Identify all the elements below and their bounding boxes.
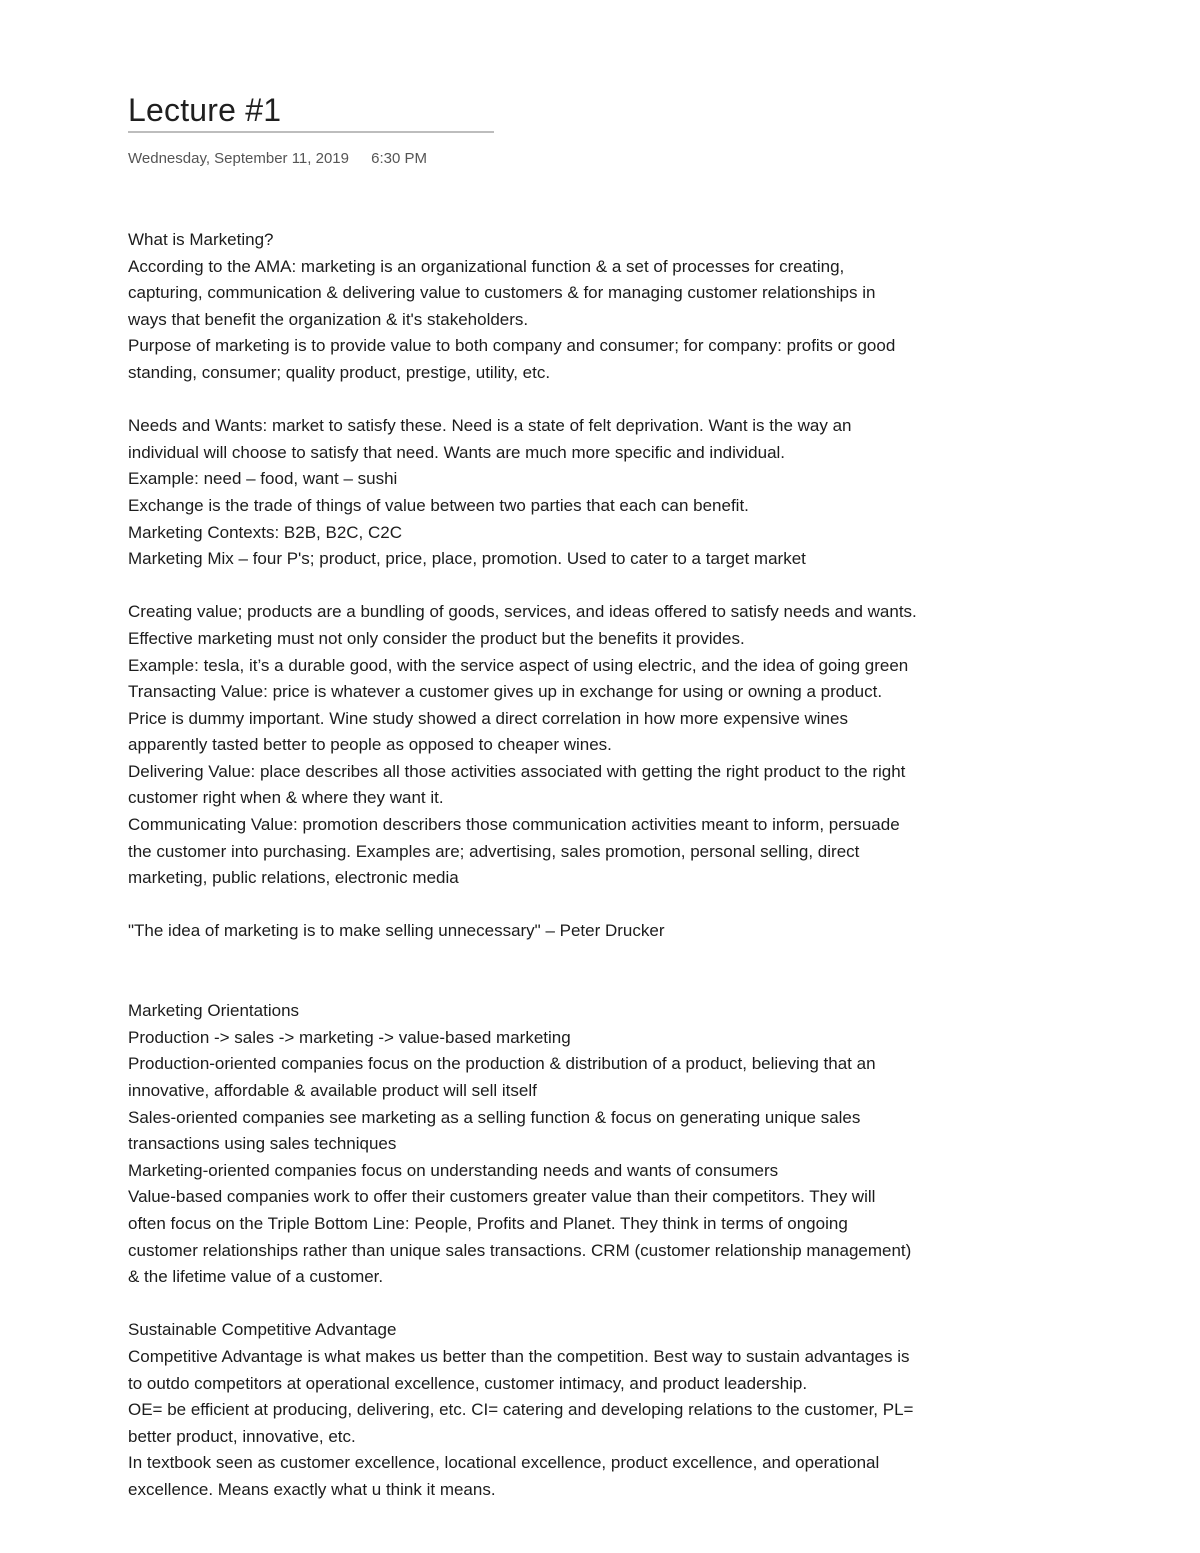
page-title: Lecture #1	[128, 92, 282, 128]
text-line: individual will choose to satisfy that need. Wants are much more specific and individual.	[128, 442, 786, 462]
page-time: 6:30 PM	[371, 150, 428, 167]
text-line: Delivering Value: place describes all those activities associated with getting the right product to the right	[128, 761, 906, 781]
text-line: customer right when & where they want it.	[128, 788, 444, 808]
text-line: Marketing Mix – four P's; product, price, place, promotion. Used to cater to a target market	[128, 549, 806, 569]
blank-line	[128, 1291, 1068, 1318]
text-line: Production -> sales -> marketing -> value-based marketing	[128, 1027, 571, 1047]
text-line: transactions using sales techniques	[128, 1134, 397, 1154]
text-line: Sustainable Competitive Advantage	[128, 1320, 397, 1340]
text-line: In textbook seen as customer excellence, locational excellence, product excellence, and operational	[128, 1453, 880, 1473]
text-line: Value-based companies work to offer their customers greater value than their competitors. They will	[128, 1187, 876, 1207]
blank-line	[128, 892, 1068, 919]
text-line: What is Marketing?	[128, 230, 274, 249]
text-line: marketing, public relations, electronic media	[128, 868, 459, 888]
note-body	[128, 227, 1068, 1504]
text-line: ways that benefit the organization & it's stakeholders.	[128, 309, 529, 329]
text-line: standing, consumer; quality product, prestige, utility, etc.	[128, 362, 551, 382]
text-line: Example: tesla, it’s a durable good, with the service aspect of using electric, and the idea of going green	[128, 655, 909, 675]
page-date: Wednesday, September 11, 2019	[128, 150, 349, 167]
blank-line	[128, 573, 1068, 600]
text-line: capturing, communication & delivering value to customers & for managing customer relationships in	[128, 283, 876, 303]
text-line: Price is dummy important. Wine study showed a direct correlation in how more expensive wines	[128, 708, 848, 728]
text-line: Production-oriented companies focus on the production & distribution of a product, believing that an	[128, 1054, 876, 1074]
text-line: Creating value; products are a bundling of goods, services, and ideas offered to satisfy needs and wants.	[128, 602, 917, 622]
blank-line	[128, 945, 1068, 972]
text-line: According to the AMA: marketing is an organizational function & a set of processes for creating,	[128, 256, 845, 276]
text-line: the customer into purchasing. Examples are; advertising, sales promotion, personal selling, direct	[128, 841, 860, 861]
blank-line	[128, 387, 1068, 414]
text-line: Needs and Wants: market to satisfy these. Need is a state of felt deprivation. Want is the way an	[128, 416, 852, 436]
page-timestamp	[128, 148, 427, 170]
title-underline	[128, 131, 494, 133]
text-line: Marketing Orientations	[128, 1001, 300, 1021]
text-line: OE= be efficient at producing, delivering, etc. CI= catering and developing relations to the customer, PL=	[128, 1400, 914, 1420]
text-line: Marketing-oriented companies focus on understanding needs and wants of consumers	[128, 1160, 779, 1180]
text-line: Transacting Value: price is whatever a customer gives up in exchange for using or owning a product.	[128, 682, 883, 702]
text-line: often focus on the Triple Bottom Line: People, Profits and Planet. They think in terms of ongoing	[128, 1213, 848, 1233]
text-line: Competitive Advantage is what makes us better than the competition. Best way to sustain advantages is	[128, 1346, 910, 1366]
text-line: Communicating Value: promotion describers those communication activities meant to inform, persuade	[128, 815, 900, 835]
text-line: Example: need – food, want – sushi	[128, 469, 398, 489]
text-line: Marketing Contexts: B2B, B2C, C2C	[128, 522, 403, 542]
text-line: Exchange is the trade of things of value between two parties that each can benefit.	[128, 495, 749, 515]
blank-line	[128, 972, 1068, 999]
text-line: Purpose of marketing is to provide value to both company and consumer; for company: profits or good	[128, 336, 896, 356]
text-line: excellence. Means exactly what u think it means.	[128, 1479, 496, 1499]
text-line: "The idea of marketing is to make selling unnecessary" – Peter Drucker	[128, 921, 665, 941]
text-line: innovative, affordable & available product will sell itself	[128, 1081, 537, 1100]
text-line: Effective marketing must not only consider the product but the benefits it provides.	[128, 628, 745, 648]
text-line: Sales-oriented companies see marketing as a selling function & focus on generating unique sales	[128, 1107, 861, 1127]
text-line: & the lifetime value of a customer.	[128, 1267, 384, 1287]
text-line: customer relationships rather than unique sales transactions. CRM (customer relationship management)	[128, 1240, 912, 1260]
text-line: to outdo competitors at operational excellence, customer intimacy, and product leadership.	[128, 1373, 808, 1393]
text-line: better product, innovative, etc.	[128, 1426, 356, 1446]
text-line: apparently tasted better to people as opposed to cheaper wines.	[128, 735, 612, 755]
